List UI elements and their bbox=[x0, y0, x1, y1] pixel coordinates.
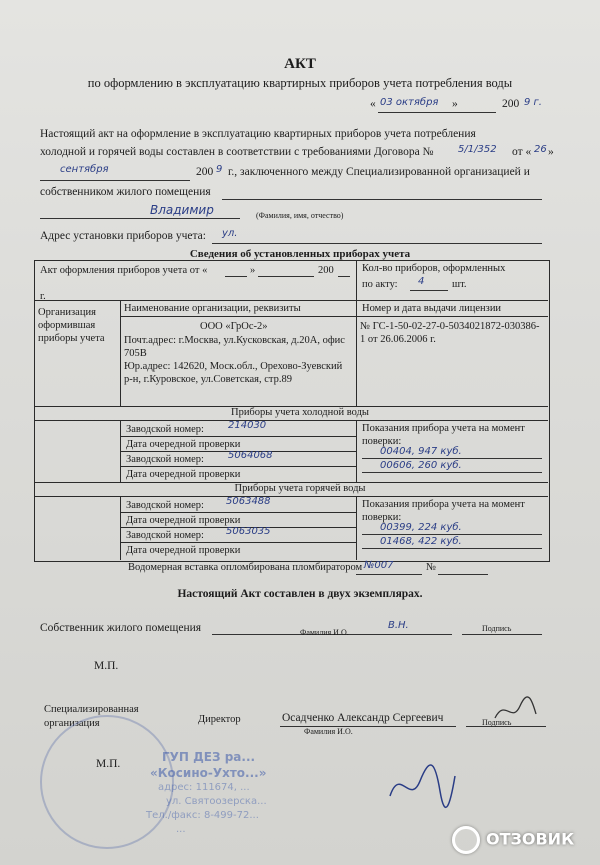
hot-readings-label: Показания прибора учета на момент поверки: bbox=[362, 499, 525, 523]
hot-header: Приборы учета горячей воды bbox=[234, 483, 366, 494]
owner-sign-value: В.Н. bbox=[388, 620, 409, 631]
intro-line3: г., заключенного между Специализированной организацией и bbox=[228, 166, 530, 178]
seal-no: № bbox=[426, 562, 437, 573]
fio-caption: (Фамилия, имя, отчество) bbox=[256, 211, 344, 220]
address-value: ул. bbox=[222, 228, 238, 239]
intro-line4: собственником жилого помещения bbox=[40, 186, 211, 198]
cold-reading1: 00404, 947 куб. bbox=[380, 446, 462, 457]
cold-reading2: 00606, 260 куб. bbox=[380, 460, 462, 471]
count-unit: шт. bbox=[452, 279, 467, 290]
count-value: 4 bbox=[418, 276, 425, 287]
col-org-name: Наименование организации, реквизиты bbox=[124, 303, 301, 314]
cold-header: Приборы учета холодной воды bbox=[230, 407, 369, 418]
intro-year-prefix: 200 bbox=[196, 166, 214, 178]
act-label: Акт оформления приборов учета от « bbox=[40, 265, 208, 276]
license-value: № ГС-1-50-02-27-0-5034021872-030386-1 от 26.06.2006 г. bbox=[360, 321, 540, 345]
date-year-prefix: 200 bbox=[502, 98, 520, 110]
contract-day: 26 bbox=[534, 144, 547, 155]
stamp-line2: «Косино-Ухто...» bbox=[150, 766, 267, 780]
owner-name: Владимир bbox=[150, 203, 214, 217]
stamp-line5: Тел./факс: 8-499-72... bbox=[146, 810, 259, 821]
seal-label: Водомерная вставка опломбирована пломбиратором bbox=[128, 562, 363, 573]
org-label: Организация оформившая приборы учета bbox=[38, 307, 105, 344]
spec-org-label2: организация bbox=[44, 718, 100, 729]
address-label: Адрес установки приборов учета: bbox=[40, 230, 206, 242]
act-year: 200 bbox=[318, 265, 334, 276]
cold-serial1-label: Заводской номер: bbox=[126, 424, 204, 435]
watermark-text: ОТЗОВИК bbox=[486, 829, 575, 849]
cold-readings-label: Показания прибора учета на момент поверки: bbox=[362, 423, 525, 447]
cold-check1-label: Дата очередной проверки bbox=[126, 439, 241, 450]
doc-subtitle: по оформлению в эксплуатацию квартирных приборов учета потребления воды bbox=[87, 76, 513, 90]
date-close: » bbox=[452, 98, 458, 110]
intro-line2: холодной и горячей воды составлен в соответствии с требованиями Договора № bbox=[40, 146, 434, 158]
date-day-month: 03 октября bbox=[380, 97, 439, 108]
contract-month: сентября bbox=[60, 164, 109, 175]
intro-line1: Настоящий акт на оформление в эксплуатацию квартирных приборов учета потребления bbox=[40, 128, 476, 140]
hot-reading2: 01468, 422 куб. bbox=[380, 536, 462, 547]
director-fio-caption: Фамилия И.О. bbox=[304, 727, 353, 736]
stamp-icon bbox=[40, 715, 174, 849]
owner-sign-label: Собственник жилого помещения bbox=[40, 622, 202, 634]
contract-year: 9 bbox=[216, 164, 223, 175]
intro-from: от « bbox=[512, 146, 532, 158]
hot-check1-label: Дата очередной проверки bbox=[126, 515, 241, 526]
director-name: Осадченко Александр Сергеевич bbox=[282, 712, 444, 724]
act-mid: » bbox=[250, 265, 256, 276]
hot-serial2: 5063035 bbox=[226, 526, 271, 537]
owner-sign-caption: Подпись bbox=[482, 624, 512, 633]
director-signature-icon bbox=[490, 696, 540, 726]
intro-close: » bbox=[548, 146, 554, 158]
contract-number: 5/1/352 bbox=[458, 144, 497, 155]
col-license: Номер и дата выдачи лицензии bbox=[362, 303, 502, 314]
doc-title: АКТ bbox=[284, 56, 316, 72]
hot-serial1: 5063488 bbox=[226, 496, 271, 507]
section-header: Сведения об установленных приборах учета bbox=[189, 248, 411, 260]
cold-serial2: 5064068 bbox=[228, 450, 273, 461]
copies-note: Настоящий Акт составлен в двух экземплярах. bbox=[177, 588, 423, 600]
owner-fio-caption: Фамилия И.О. bbox=[300, 628, 349, 637]
hot-serial2-label: Заводской номер: bbox=[126, 530, 204, 541]
seal-value: №007 bbox=[364, 560, 394, 571]
stamp-line1: ГУП ДЕЗ ра... bbox=[162, 750, 256, 764]
org-legal-address: Юр.адрес: 142620, Моск.обл., Орехово-Зуевский р-н, г.Куровское, ул.Советская, стр.89 bbox=[124, 361, 343, 385]
mp-1: М.П. bbox=[94, 660, 119, 672]
act-g: г. bbox=[40, 291, 46, 302]
watermark-ring-icon bbox=[452, 826, 480, 854]
stamp-line6: ... bbox=[176, 824, 186, 835]
hot-serial1-label: Заводской номер: bbox=[126, 500, 204, 511]
signature-icon bbox=[380, 756, 460, 816]
count-label2: по акту: bbox=[362, 279, 398, 290]
director-role: Директор bbox=[198, 714, 241, 725]
stamp-line3: адрес: 111674, ... bbox=[158, 782, 250, 793]
date-open: « bbox=[370, 98, 376, 110]
watermark-logo bbox=[452, 826, 574, 854]
count-label: Кол-во приборов, оформленных bbox=[362, 263, 506, 274]
cold-serial1: 214030 bbox=[228, 420, 267, 431]
stamp-line4: ул. Святоозерска... bbox=[166, 796, 267, 807]
mp-2: М.П. bbox=[96, 758, 121, 770]
cold-serial2-label: Заводской номер: bbox=[126, 454, 204, 465]
org-post-address: Почт.адрес: г.Москва, ул.Кусковская, д.20А, офис 705В bbox=[124, 335, 345, 359]
hot-reading1: 00399, 224 куб. bbox=[380, 522, 462, 533]
date-year-suffix: 9 г. bbox=[524, 97, 542, 108]
spec-org-label1: Специализированная bbox=[44, 704, 139, 715]
hot-check2-label: Дата очередной проверки bbox=[126, 545, 241, 556]
cold-check2-label: Дата очередной проверки bbox=[126, 469, 241, 480]
org-name: ООО «ГрОс-2» bbox=[200, 321, 268, 332]
director-sign-caption: Подпись bbox=[482, 718, 512, 727]
